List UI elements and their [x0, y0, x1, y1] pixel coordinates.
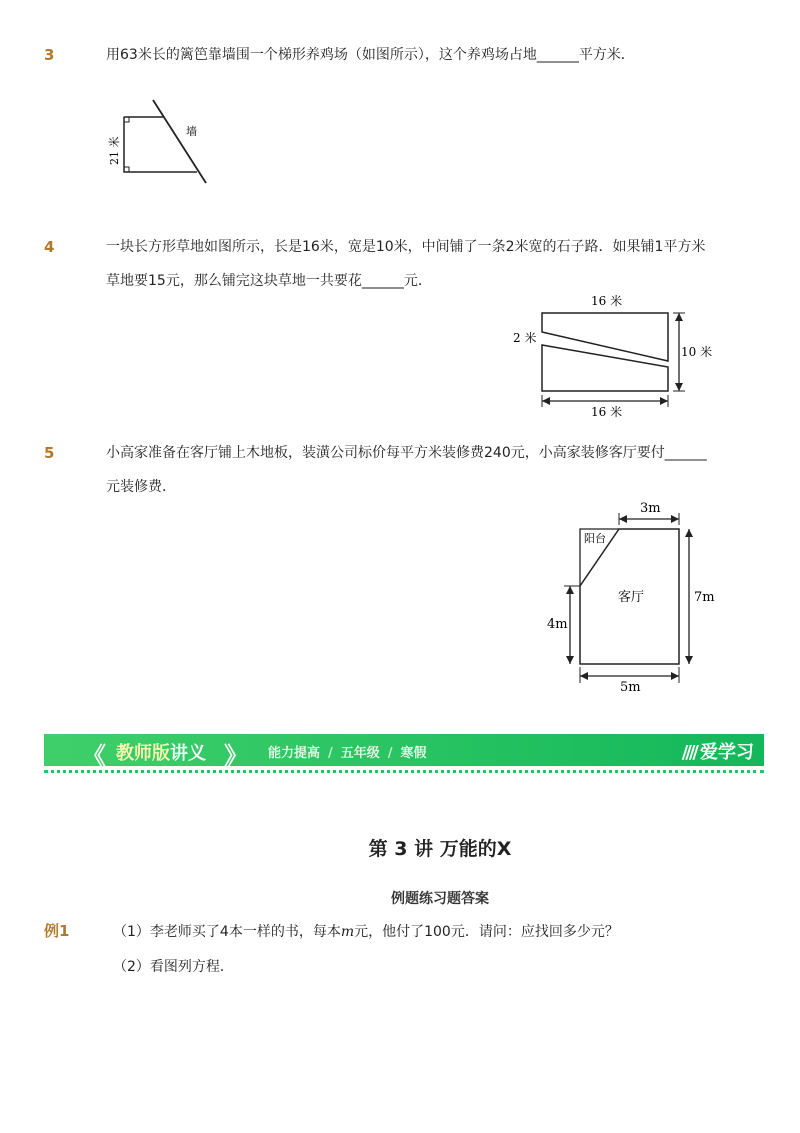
side-21m-label: 21 米	[108, 136, 121, 165]
living-room-figure	[540, 495, 730, 695]
question-3-text	[106, 38, 635, 72]
example-line-1	[113, 921, 619, 941]
brand-logo-icon: ////	[681, 742, 696, 763]
subheading: 例题练习题答案	[391, 891, 489, 907]
example-line-1-a: （1）李老师买了4本一样的书，每本	[113, 924, 341, 940]
example-line-2: （2）看图列方程．	[113, 959, 234, 975]
question-3-line-1: 用63米长的篱笆靠墙围一个梯形养鸡场（如图所示），这个养鸡场占地______平方米．	[106, 47, 635, 63]
lawn-with-path-figure	[505, 285, 725, 425]
brand	[682, 738, 754, 764]
lecture-title: 第 3 讲 万能的X	[368, 838, 512, 860]
question-5-line-2: 元装修费．	[106, 479, 176, 495]
brand-name: 爱学习	[700, 742, 754, 763]
crumb-grade: 五年级	[340, 746, 380, 761]
question-5-line-1: 小高家准备在客厅铺上木地板，装潢公司标价每平方米装修费240元，小高家装修客厅要付______	[106, 445, 707, 461]
crumb-term: 寒假	[400, 746, 427, 761]
banner-breadcrumb: 能力提高 / 五年级 / 寒假	[268, 746, 427, 761]
top-3m-label: 3m	[640, 501, 661, 516]
example-label: 例1	[44, 922, 70, 940]
left-4m-label: 4m	[547, 617, 568, 632]
example-variable: m	[340, 924, 355, 940]
left-2m-label: 2 米	[513, 331, 537, 345]
example-line-1-b: 元，他付了100元．请问：应找回多少元？	[354, 924, 619, 940]
question-5-text	[106, 436, 707, 504]
right-chevrons-icon: 》	[224, 742, 248, 770]
wall-label: 墙	[186, 125, 197, 138]
banner-title-part2: 讲义	[170, 743, 206, 764]
right-7m-label: 7m	[694, 590, 715, 605]
question-number-4: 4	[44, 238, 55, 256]
question-number-3: 3	[44, 46, 55, 64]
lecture-title-wrap	[0, 834, 800, 861]
bottom-16m-label: 16 米	[591, 405, 623, 419]
left-chevrons-icon: 《	[82, 742, 106, 770]
balcony-label: 阳台	[584, 532, 606, 545]
right-10m-label: 10 米	[681, 345, 713, 359]
room-label: 客厅	[618, 590, 645, 605]
crumb-level: 能力提高	[268, 746, 321, 761]
question-4-line-2: 草地要15元，那么铺完这块草地一共要花______元．	[106, 273, 432, 289]
banner-title-part1: 教师版	[116, 743, 170, 764]
bottom-5m-label: 5m	[620, 680, 641, 695]
question-4-line-1: 一块长方形草地如图所示，长是16米，宽是10米，中间铺了一条2米宽的石子路．如果铺1平方米	[106, 239, 706, 255]
trapezoid-coop-figure	[100, 95, 220, 190]
teacher-edition-banner	[44, 734, 764, 770]
banner-dotted-divider	[44, 770, 764, 773]
subheading-wrap	[0, 888, 800, 908]
banner-title	[116, 739, 206, 765]
question-number-5: 5	[44, 444, 55, 462]
top-16m-label: 16 米	[591, 294, 623, 308]
